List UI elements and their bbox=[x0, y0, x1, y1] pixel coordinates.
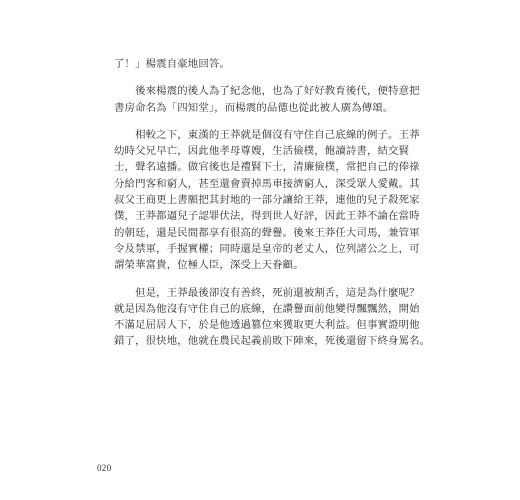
text-line: 謂榮華富貴，位極人臣，深受上天眷顧。 bbox=[114, 259, 304, 272]
paragraph-gap bbox=[114, 72, 414, 83]
text-line: 書房命名為「四知堂」，而楊震的品德也從此被人廣為傳頌。 bbox=[114, 101, 394, 114]
paragraph-gap bbox=[114, 116, 414, 127]
text-line: 僕，王莽都逼兒子認罪伏法，得到世人好評，因此王莽不論在當時 bbox=[114, 210, 420, 223]
text-line: 相較之下，東漢的王莽就是個沒有守住自己底線的例子。王莽 bbox=[114, 128, 420, 141]
body-text bbox=[114, 56, 431, 350]
text-line: 後來楊震的後人為了紀念他，也為了好好教育後代，便特意把 bbox=[114, 85, 420, 98]
text-line: 就是因為他沒有守住自己的底線，在讚譽面前他變得飄飄然，開始 bbox=[114, 302, 420, 315]
paragraph-4 bbox=[114, 285, 431, 350]
page-number: 020 bbox=[97, 463, 112, 473]
text-line: 錯了，很快地，他就在農民起義前敗下陣來，死後還留下終身罵名。 bbox=[114, 335, 431, 348]
text-line: 分給門客和窮人，甚至還會賣掉馬車接濟窮人，深受眾人愛戴。其 bbox=[114, 177, 420, 190]
text-line: 的朝廷，還是民間都享有很高的聲譽。後來王莽任大司馬，兼管軍 bbox=[114, 226, 420, 239]
text-line: 不滿足屈居人下，於是他透過篡位來獲取更大利益。但事實證明他 bbox=[114, 319, 420, 332]
text-line: 了！」楊震自豪地回答。 bbox=[114, 58, 230, 70]
text-line: 叔父王商更上書願把其封地的一部分讓給王莽，連他的兒子殺死家 bbox=[114, 194, 420, 207]
text-line: 士，聲名遠播。做官後也是禮賢下士，清廉儉樸，常把自己的俸祿 bbox=[114, 161, 420, 174]
paragraph-3 bbox=[114, 127, 420, 274]
paragraph-1 bbox=[114, 56, 414, 72]
text-line: 令及禁軍，手握實權；同時還是皇帝的老丈人，位列諸公之上，可 bbox=[114, 242, 420, 255]
paragraph-gap bbox=[114, 274, 414, 285]
text-line: 但是，王莽最後卻沒有善終，死前還被割舌，這是為什麼呢？ bbox=[114, 286, 420, 299]
paragraph-2 bbox=[114, 83, 420, 116]
text-line: 幼時父兄早亡，因此他孝母尊嫂，生活儉樸，飽讀詩書，結交賢 bbox=[114, 145, 410, 158]
